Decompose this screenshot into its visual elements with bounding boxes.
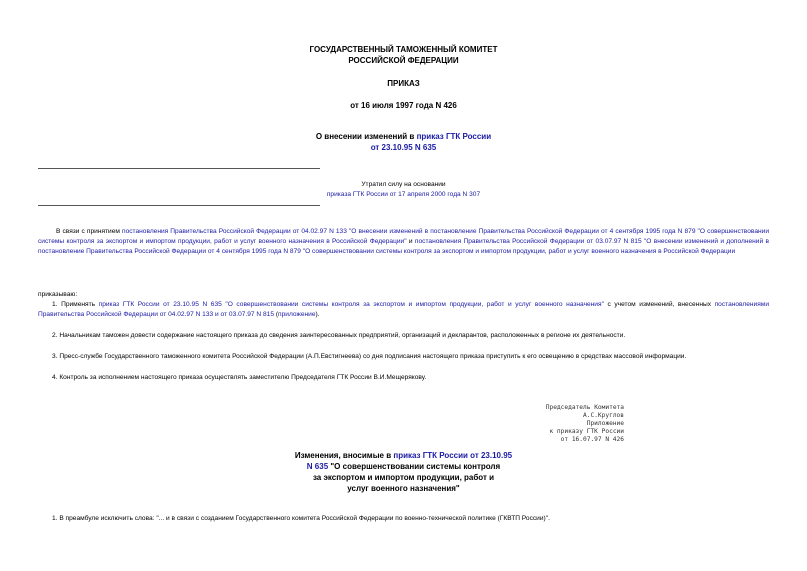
signature-chairman-title: Председатель Комитета [545, 404, 624, 411]
agency-name-line2: РОССИЙСКОЙ ФЕДЕРАЦИИ [348, 56, 459, 65]
divider-bottom [38, 205, 320, 206]
status-repeal-link[interactable]: приказа ГТК России от 17 апреля 2000 года N 307 [326, 191, 481, 198]
doc-title-line2 [0, 143, 807, 153]
appendix-item-1: 1. В преамбуле исключить слова: "... и в связи с созданием Государственного комитета Российской Федерации по военно-технической политике (ГКВТП России)". [52, 515, 550, 522]
item-4: 4. Контроль за исполнением настоящего приказа осуществлять заместителю Председателя ГТК России В.И.Мещерякову. [52, 374, 427, 381]
item-1-end: ( [274, 311, 279, 318]
appendix-title-order-number-link[interactable]: N 635 [306, 462, 329, 471]
appendix-title-line2 [0, 462, 807, 472]
appendix-title-order-link[interactable]: приказ ГТК России от 23.10.95 [393, 451, 513, 460]
doc-title-prefix: О внесении изменений в [315, 132, 417, 141]
doc-title-line1 [0, 132, 807, 142]
item-1-appendix-link[interactable]: приложение [278, 311, 316, 318]
doc-date: от 16 июля 1997 года N 426 [350, 101, 457, 110]
title-order-link-number[interactable]: от 23.10.95 N 635 [370, 143, 437, 152]
item-1-mid: с учетом изменений, внесенных [603, 301, 715, 308]
appendix-label: Приложение [586, 420, 624, 427]
preamble-intro: В связи с принятием [56, 228, 123, 235]
appendix-title-rest1: "О совершенствовании системы контроля [328, 462, 501, 471]
appendix-title-line3: за экспортом и импортом продукции, работ и [312, 473, 495, 482]
item-2: 2. Начальникам таможен довести содержание настоящего приказа до сведения заинтересованных предприятий, организаций и декларантов, расположенных в регионе их деятельности. [52, 332, 626, 339]
preamble-link-resolution-133[interactable]: постановления Правительства Российской Федерации от 04.02.97 N 133 "О внесении изменений в постановление Правительства Российской Федерации от 4 сентября 1995 года N 879 "О совершенствовании системы контроля за экспортом и импортом продукции, работ и услуг военного назначения в Российской Федерации" [38, 228, 770, 245]
status-text: Утратил силу на основании [361, 181, 446, 188]
appendix-title-prefix: Изменения, вносимые в [294, 451, 394, 460]
title-order-link[interactable]: приказ ГТК России [416, 132, 492, 141]
order-word: приказываю: [38, 291, 78, 298]
appendix-title-line1 [0, 451, 807, 461]
doc-type: ПРИКАЗ [387, 79, 420, 88]
item-1-close: ). [315, 311, 320, 318]
item-1 [38, 300, 769, 320]
appendix-title-line4: услуг военного назначения" [347, 484, 460, 493]
appendix-order-ref: к приказу ГТК России [549, 428, 624, 435]
appendix-order-date: от 16.07.97 N 426 [560, 436, 624, 443]
item-3: 3. Пресс-службе Государственного таможенного комитета Российской Федерации (А.П.Евстигнеева) со дня подписания настоящего приказа приступить к его освещению в средствах массовой информации. [52, 353, 687, 360]
signature-chairman-name: А.С.Круглов [583, 412, 624, 419]
agency-name-line1: ГОСУДАРСТВЕННЫЙ ТАМОЖЕННЫЙ КОМИТЕТ [309, 45, 498, 54]
preamble-link-resolution-815[interactable]: постановления Правительства Российской Федерации от 03.07.97 N 815 "О внесении изменений и дополнений в постановление Правительства Российской Федерации от 4 сентября 1995 года N 879 "О совершенствовании системы контроля за экспортом и импортом продукции, работ и услуг военного назначения в Российской Федерации [38, 238, 769, 255]
preamble-and: и [406, 238, 415, 245]
status-line [0, 191, 807, 198]
preamble [38, 227, 769, 257]
item-1-resolutions-link[interactable]: постановлениями Правительства Российской Федерации от 04.02.97 N 133 и от 03.07.97 N 815 [38, 301, 770, 318]
item-1-start: 1. Применять [52, 301, 99, 308]
item-1-order-link[interactable]: приказ ГТК России от 23.10.95 N 635 "О совершенствовании системы контроля за экспортом и импортом продукции, работ и услуг военного назначения" [98, 301, 604, 308]
divider-top [38, 168, 320, 169]
